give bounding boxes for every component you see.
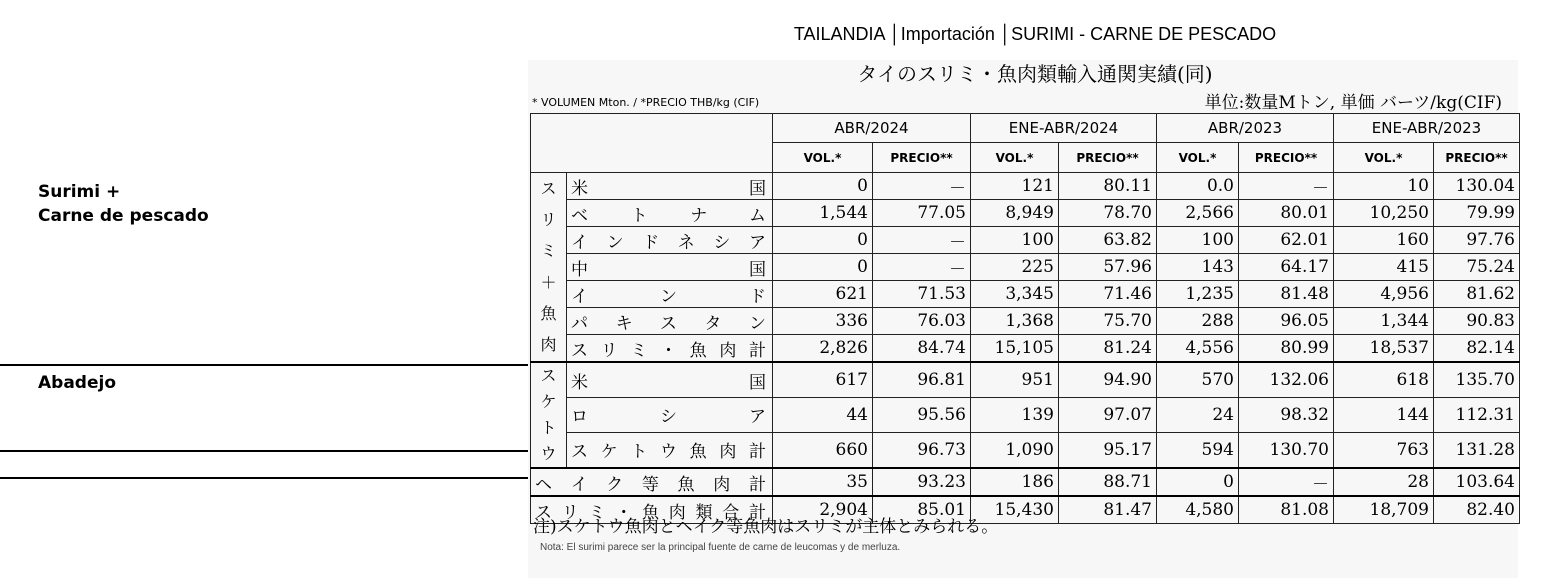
table-row <box>531 254 1520 281</box>
cell-volume: 594 <box>1157 432 1239 468</box>
group-label-abadejo: Abadejo <box>38 373 117 393</box>
title-spanish: TAILANDIA │Importación │SURIMI - CARNE DE PESCADO <box>793 24 1277 44</box>
cell-volume: 121 <box>971 173 1059 200</box>
cell-price: 84.74 <box>873 335 971 363</box>
cell-volume: 18,709 <box>1334 496 1434 524</box>
jp-group-char: リ <box>540 209 557 229</box>
period-header: ENE-ABR/2023 <box>1334 114 1520 143</box>
table-row <box>531 468 1520 496</box>
cell-price: 131.28 <box>1434 432 1520 468</box>
jp-row-name: インド <box>567 281 773 308</box>
jp-group-char: ミ <box>540 241 557 261</box>
jp-group-label <box>531 362 567 468</box>
cell-volume: 144 <box>1334 398 1434 433</box>
cell-price: 112.31 <box>1434 398 1520 433</box>
jp-row-name: インドネシア <box>567 227 773 254</box>
period-header: ENE-ABR/2024 <box>971 114 1157 143</box>
cell-volume: 3,345 <box>971 281 1059 308</box>
jp-group-char: ス <box>540 366 557 385</box>
divider-line <box>0 364 528 366</box>
cell-price: 98.32 <box>1239 398 1334 433</box>
col-header-vol: VOL.* <box>971 143 1059 173</box>
jp-group-char: ス <box>540 178 557 198</box>
title-japanese: タイのスリミ・魚肉類輸入通関実績(同) <box>857 62 1213 86</box>
jp-group-char: ＋ <box>540 272 557 292</box>
cell-volume: 186 <box>971 468 1059 496</box>
cell-volume: 763 <box>1334 432 1434 468</box>
cell-price: 97.76 <box>1434 227 1520 254</box>
cell-volume: 0.0 <box>1157 173 1239 200</box>
cell-price: 103.64 <box>1434 468 1520 496</box>
col-header-precio: PRECIO** <box>873 143 971 173</box>
cell-volume: 2,826 <box>773 335 873 363</box>
jp-group-char: ウ <box>540 444 557 463</box>
cell-volume: 618 <box>1334 362 1434 398</box>
cell-volume: 660 <box>773 432 873 468</box>
col-header-precio: PRECIO** <box>1434 143 1520 173</box>
cell-volume: 288 <box>1157 308 1239 335</box>
cell-price: 82.14 <box>1434 335 1520 363</box>
cell-price: 130.04 <box>1434 173 1520 200</box>
cell-price: 96.73 <box>873 432 971 468</box>
jp-group-label <box>531 173 567 363</box>
cell-volume: 4,956 <box>1334 281 1434 308</box>
cell-volume: 10 <box>1334 173 1434 200</box>
cell-volume: 621 <box>773 281 873 308</box>
cell-volume: 225 <box>971 254 1059 281</box>
table-row <box>531 308 1520 335</box>
cell-volume: 24 <box>1157 398 1239 433</box>
group-label-surimi: Surimi + Carne de pescado <box>38 182 209 226</box>
cell-volume: 617 <box>773 362 873 398</box>
cell-price: 94.90 <box>1059 362 1157 398</box>
jp-row-name: ヘイク等魚肉計 <box>531 468 773 496</box>
jp-group-char: 肉 <box>540 335 557 355</box>
jp-group-char: ケ <box>540 392 557 411</box>
jp-row-name: ロシア <box>567 398 773 433</box>
jp-row-name: 中国 <box>567 254 773 281</box>
cell-volume: 18,537 <box>1334 335 1434 363</box>
cell-volume: 415 <box>1334 254 1434 281</box>
jp-row-name: パキスタン <box>567 308 773 335</box>
footnote-japanese: 注)スケトウ魚肉とヘイク等魚肉はスリミが主体とみられる。 <box>533 517 999 537</box>
cell-price: 85.01 <box>873 496 971 524</box>
cell-price: 135.70 <box>1434 362 1520 398</box>
cell-price: － <box>873 227 971 254</box>
cell-price: 71.46 <box>1059 281 1157 308</box>
col-header-precio: PRECIO** <box>1059 143 1157 173</box>
cell-price: 76.03 <box>873 308 971 335</box>
cell-volume: 0 <box>773 254 873 281</box>
table-row <box>531 281 1520 308</box>
cell-price: － <box>1239 173 1334 200</box>
units-note-japanese: 単位:数量Mトン, 単価 バーツ/kg(CIF) <box>1204 93 1502 113</box>
cell-volume: 0 <box>1157 468 1239 496</box>
cell-price: 95.17 <box>1059 432 1157 468</box>
cell-volume: 1,544 <box>773 200 873 227</box>
cell-price: 78.70 <box>1059 200 1157 227</box>
cell-volume: 1,235 <box>1157 281 1239 308</box>
jp-row-name: 米国 <box>567 173 773 200</box>
cell-price: 75.70 <box>1059 308 1157 335</box>
cell-price: 80.11 <box>1059 173 1157 200</box>
cell-volume: 10,250 <box>1334 200 1434 227</box>
cell-volume: 336 <box>773 308 873 335</box>
divider-line <box>0 477 528 479</box>
col-header-precio: PRECIO** <box>1239 143 1334 173</box>
cell-volume: 570 <box>1157 362 1239 398</box>
cell-price: 77.05 <box>873 200 971 227</box>
cell-volume: 4,580 <box>1157 496 1239 524</box>
cell-volume: 28 <box>1334 468 1434 496</box>
table-row <box>531 335 1520 363</box>
cell-volume: 4,556 <box>1157 335 1239 363</box>
table-corner <box>531 114 773 173</box>
cell-price: 130.70 <box>1239 432 1334 468</box>
cell-volume: 1,368 <box>971 308 1059 335</box>
cell-price: 81.24 <box>1059 335 1157 363</box>
cell-price: 96.05 <box>1239 308 1334 335</box>
cell-volume: 2,904 <box>773 496 873 524</box>
cell-volume: 139 <box>971 398 1059 433</box>
cell-price: 97.07 <box>1059 398 1157 433</box>
cell-price: 90.83 <box>1434 308 1520 335</box>
table-row <box>531 398 1520 433</box>
cell-volume: 15,430 <box>971 496 1059 524</box>
cell-volume: 44 <box>773 398 873 433</box>
table-row <box>531 227 1520 254</box>
cell-price: 80.01 <box>1239 200 1334 227</box>
data-table <box>530 113 1520 524</box>
cell-volume: 1,344 <box>1334 308 1434 335</box>
cell-price: 71.53 <box>873 281 971 308</box>
period-header: ABR/2023 <box>1157 114 1334 143</box>
cell-volume: 2,566 <box>1157 200 1239 227</box>
cell-volume: 0 <box>773 227 873 254</box>
jp-group-char: 魚 <box>540 303 557 323</box>
cell-price: 79.99 <box>1434 200 1520 227</box>
cell-price: 81.48 <box>1239 281 1334 308</box>
cell-volume: 143 <box>1157 254 1239 281</box>
cell-price: 75.24 <box>1434 254 1520 281</box>
cell-price: 64.17 <box>1239 254 1334 281</box>
cell-price: 88.71 <box>1059 468 1157 496</box>
jp-row-name: 米国 <box>567 362 773 398</box>
jp-row-name: スリミ・魚肉類合計 <box>531 496 773 524</box>
cell-price: 81.62 <box>1434 281 1520 308</box>
cell-price: － <box>873 173 971 200</box>
cell-volume: 951 <box>971 362 1059 398</box>
cell-price: 96.81 <box>873 362 971 398</box>
cell-price: 81.08 <box>1239 496 1334 524</box>
period-header: ABR/2024 <box>773 114 971 143</box>
table-row <box>531 200 1520 227</box>
col-header-vol: VOL.* <box>1157 143 1239 173</box>
cell-volume: 0 <box>773 173 873 200</box>
cell-volume: 35 <box>773 468 873 496</box>
units-note-spanish: * VOLUMEN Mton. / *PRECIO THB/kg (CIF) <box>532 96 760 109</box>
table-row <box>531 362 1520 398</box>
cell-price: 132.06 <box>1239 362 1334 398</box>
table-row <box>531 432 1520 468</box>
cell-price: 82.40 <box>1434 496 1520 524</box>
cell-volume: 100 <box>1157 227 1239 254</box>
col-header-vol: VOL.* <box>773 143 873 173</box>
cell-price: － <box>1239 468 1334 496</box>
footnote-spanish: Nota: El surimi parece ser la principal fuente de carne de leucomas y de merluza. <box>540 542 901 553</box>
cell-volume: 8,949 <box>971 200 1059 227</box>
cell-price: 57.96 <box>1059 254 1157 281</box>
cell-volume: 15,105 <box>971 335 1059 363</box>
jp-row-name: スケトウ魚肉計 <box>567 432 773 468</box>
cell-volume: 1,090 <box>971 432 1059 468</box>
cell-volume: 100 <box>971 227 1059 254</box>
table-row <box>531 173 1520 200</box>
cell-price: 93.23 <box>873 468 971 496</box>
jp-row-name: ベトナム <box>567 200 773 227</box>
cell-price: 80.99 <box>1239 335 1334 363</box>
cell-price: 81.47 <box>1059 496 1157 524</box>
cell-volume: 160 <box>1334 227 1434 254</box>
cell-price: － <box>873 254 971 281</box>
cell-price: 62.01 <box>1239 227 1334 254</box>
divider-line <box>0 450 528 452</box>
cell-price: 95.56 <box>873 398 971 433</box>
jp-group-char: ト <box>540 418 557 437</box>
col-header-vol: VOL.* <box>1334 143 1434 173</box>
cell-price: 63.82 <box>1059 227 1157 254</box>
jp-row-name: スリミ・魚肉計 <box>567 335 773 363</box>
